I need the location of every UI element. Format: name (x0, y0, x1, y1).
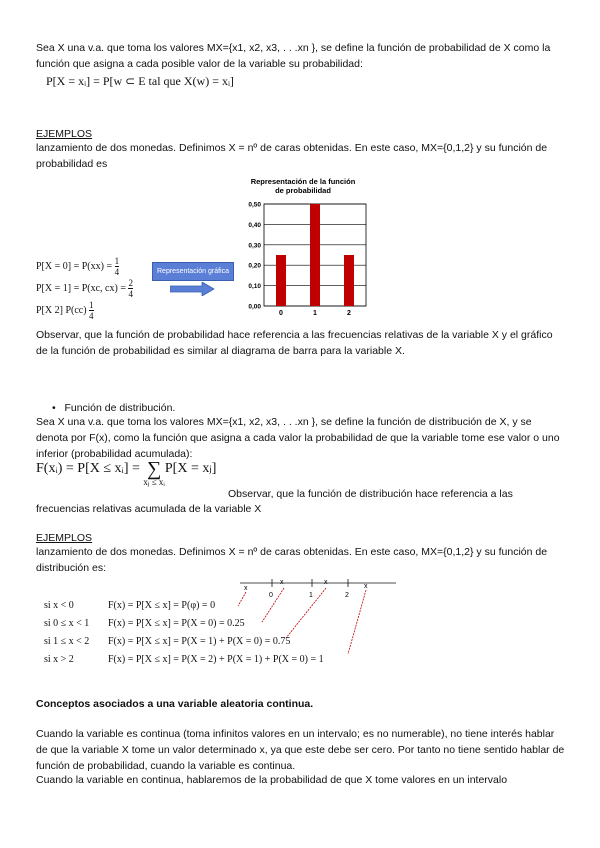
bullet-icon: • (52, 402, 56, 414)
equation-p-x1: P[X = 1] = P(xc, cx) = $\frac{2}{4}$ (36, 278, 133, 299)
distribucion-paragraph: Sea X una v.a. que toma los valores MX={x1, x2, x3, . . .xn }, se define la función de distribución de X, y se denota por F(x), como la función que asigna a cada valor la probabilidad de que la variable tome ese valor o uno inferior (probabilidad acumulada): (36, 416, 560, 460)
number-line-diagram (236, 576, 400, 662)
ejemplos-paragraph-2: lanzamiento de dos monedas. Definimos X = nº de caras obtenidas. En este caso, MX={0,1,2} y su función de distribución es: (36, 546, 548, 574)
continua-paragraph-1: Cuando la variable es continua (toma infinitos valores en un intervalo; es no numerable), no tiene interés hablar de que la variable X tome un valor determinado x, ya que este debe ser cero. Por tanto no tiene sentido hablar de función de probabilidad, cuando la variable es continua. (36, 728, 565, 772)
pointer-arrow (262, 588, 284, 622)
observar-distribucion: Observar, que la función de distribución hace referencia a las (228, 488, 513, 500)
y-tick-label: 0,30 (248, 242, 261, 250)
axis-tick-label: 1 (309, 592, 313, 599)
axis-x-mark: x (364, 583, 368, 590)
y-tick-label: 0,10 (248, 283, 261, 291)
y-tick-label: 0,40 (248, 221, 261, 229)
axis-tick-label: 2 (345, 592, 349, 599)
probability-bar-chart (238, 176, 372, 324)
distribution-formula: F(xᵢ) = P[X ≤ xᵢ] = ∑ xⱼ ≤ xᵢ P[X = xⱼ] (36, 458, 217, 487)
equation-p-x2: P[X 2] P(cc) $\frac{1}{4}$ (36, 300, 94, 321)
distribution-row-expr: F(x) = P[X ≤ x] = P(X = 2) + P(X = 1) + P(X = 0) = 1 (108, 654, 324, 665)
ejemplos-heading-1: EJEMPLOS (36, 128, 93, 140)
ejemplos-heading-2: EJEMPLOS (36, 532, 93, 544)
representacion-grafica-label: Representación gráfica (152, 262, 234, 281)
bar (276, 255, 286, 306)
distribution-row-cond: si 0 ≤ x < 1 (44, 618, 90, 629)
continua-paragraph-2: Cuando la variable en continua, hablaremos de la probabilidad de que X tome valores en un intervalo (36, 774, 508, 786)
distribution-row-expr: F(x) = P[X ≤ x] = P(X = 0) = 0.25 (108, 618, 245, 629)
bar (344, 255, 354, 306)
ejemplos-paragraph-1: lanzamiento de dos monedas. Definimos X = nº de caras obtenidas. En este caso, MX={0,1,2} y su función de probabilidad es (36, 142, 548, 170)
pointer-arrow (238, 592, 246, 606)
axis-x-mark: x (244, 585, 248, 592)
y-tick-label: 0,00 (248, 303, 261, 311)
x-tick-label: 0 (279, 310, 283, 317)
equation-p-x0: P[X = 0] = P(xx) = $\frac{1}{4}$ (36, 256, 120, 277)
y-tick-label: 0,20 (248, 262, 261, 270)
distribution-row-cond: si x < 0 (44, 600, 74, 611)
observar-distribucion-2: frecuencias relativas acumulada de la variable X (36, 503, 262, 515)
observar-paragraph-1: Observar, que la función de probabilidad hace referencia a las frecuencias relativas de la variable X y el gráfico de la función de probabilidad es similar al diagrama de barra para la variable X. (36, 329, 553, 357)
intro-paragraph: Sea X una v.a. que toma los valores MX={x1, x2, x3, . . .xn }, se define la función de probabilidad de X como la función que asigna a cada posible valor de la variable su probabilidad: (36, 42, 551, 70)
axis-x-mark: x (324, 579, 328, 586)
distribution-row-cond: si x > 2 (44, 654, 74, 665)
arrow-right-icon (170, 282, 216, 296)
distribucion-bullet: • Función de distribución. (52, 402, 176, 414)
distribution-row-expr: F(x) = P[X ≤ x] = P(X = 1) + P(X = 0) = 0.75 (108, 636, 291, 647)
probability-definition-formula: P[X = xᵢ] = P[w ⊂ E tal que X(w) = xᵢ] (46, 74, 234, 88)
y-tick-label: 0,50 (248, 201, 261, 209)
chart-title-line-1: Representación de la función (250, 177, 356, 186)
chart-title-line-2: de probabilidad (275, 186, 331, 195)
bar (310, 204, 320, 306)
pointer-arrow (286, 588, 326, 638)
x-tick-label: 1 (313, 310, 317, 317)
axis-x-mark: x (280, 579, 284, 586)
continua-heading: Conceptos asociados a una variable aleatoria continua. (36, 698, 314, 710)
distribution-row-cond: si 1 ≤ x < 2 (44, 636, 90, 647)
axis-tick-label: 0 (269, 592, 273, 599)
x-tick-label: 2 (347, 310, 351, 317)
distribution-row-expr: F(x) = P[X ≤ x] = P(φ) = 0 (108, 600, 216, 611)
pointer-arrow (348, 590, 366, 654)
